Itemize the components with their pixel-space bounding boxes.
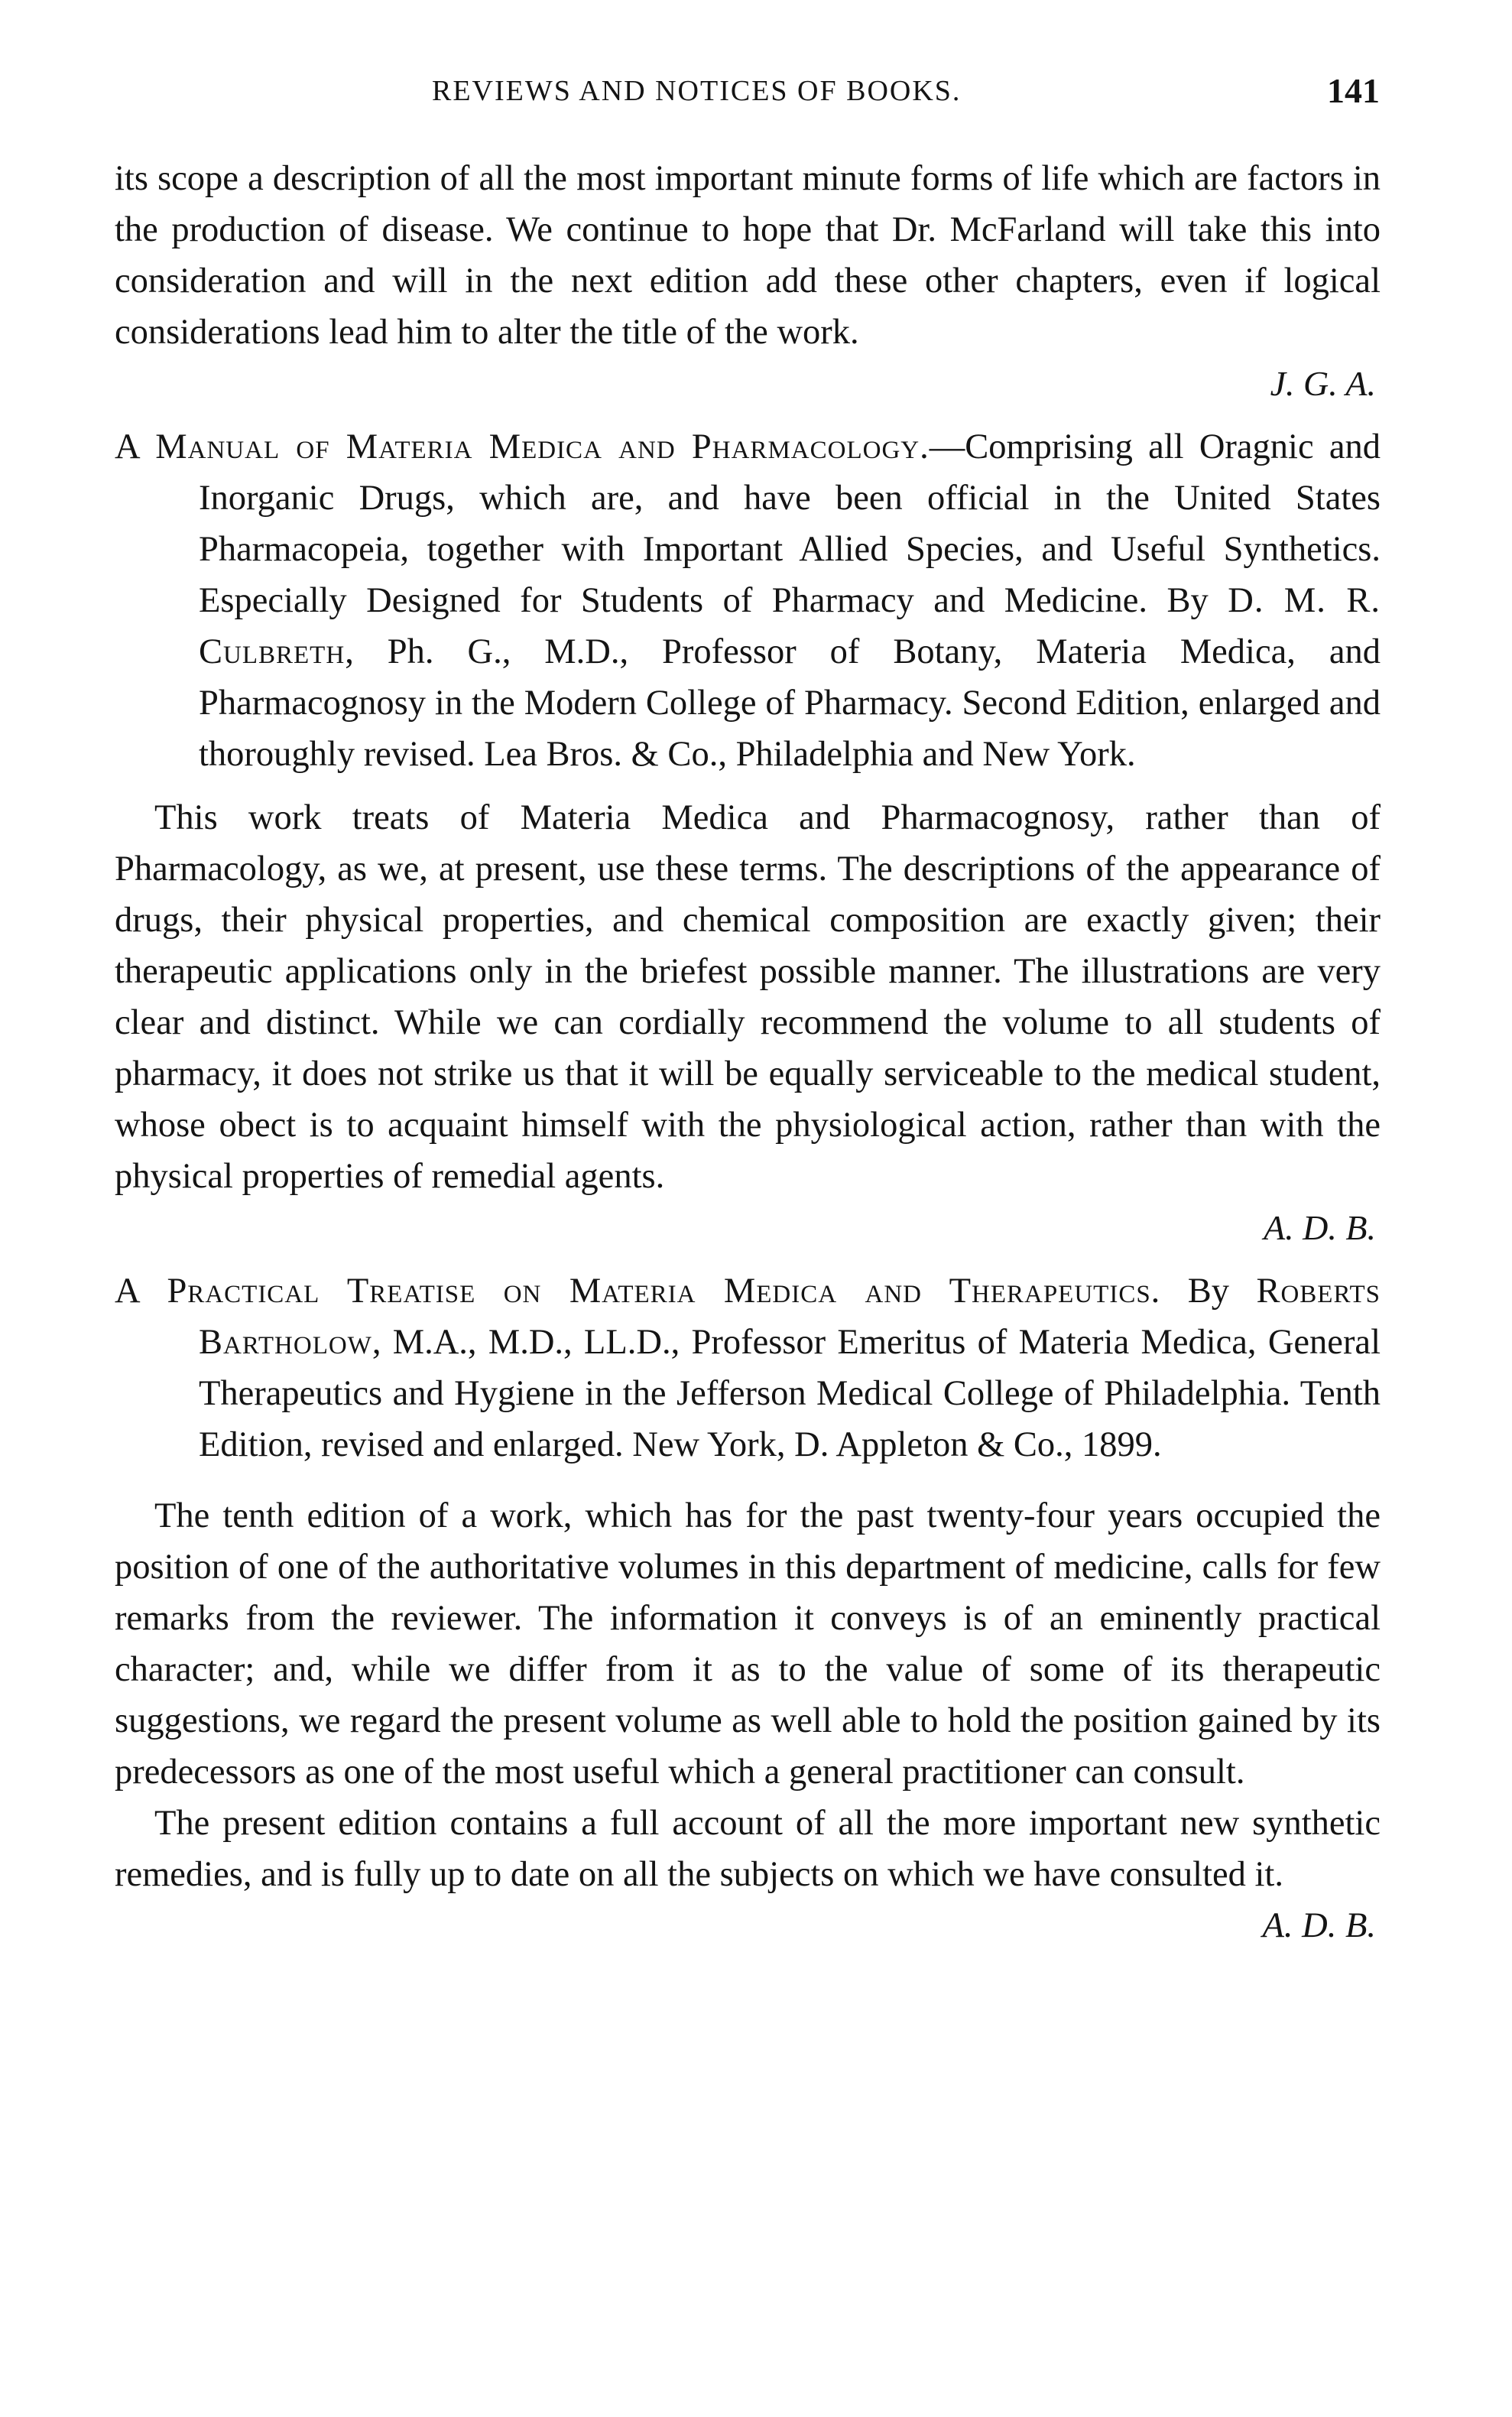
review-2-author-details: , Ph. G., M.D., Professor of Botany, Materia Medica, and Pharmacognosy in the Modern College of Pharmacy. Second Edition, enlarged and thoroughly revised. Lea Bros. & Co., Philadelphia and New York. — [199, 632, 1381, 774]
review-3-signature: A. D. B. — [1262, 1906, 1376, 1945]
review-2-text: This work treats of Materia Medica and Pharmacognosy, rather than of Pharmacology, as we, at present, use these terms. The descriptions of the appearance of drugs, their physical properties, and chemical composition are exactly given; their therapeutic applications only in the briefest possible manner. The illustrations are very clear and distinct. While we can cordially recommend the volume to all students of pharmacy, it does not strike us that it will be equally serviceable to the medical student, whose obect is to acquaint himself with the physiological action, rather than with the physical properties of remedial agents. — [115, 798, 1381, 1196]
review-2-book-title: A Manual of Materia Medica and Pharmacology. — [115, 427, 930, 466]
review-2-description: —Comprising all Oragnic and Inorganic Drugs, which are, and have been official in the United States Pharmacopeia, together with Important Allied Species, and Useful Synthetics. Especially Designed for Students of Pharmacy and Medicine. By — [199, 427, 1381, 620]
review-3-text-2 — [115, 1798, 1381, 1945]
review-2-signature: A. D. B. — [1264, 1208, 1376, 1247]
review-3-book-title: A Practical Treatise on Materia Medica and Therapeutics. — [115, 1272, 1161, 1311]
review-1-signature: J. G. A. — [1270, 364, 1376, 403]
review-3-text-2-body: The present edition contains a full account of all the more important new synthetic remedies, and is fully up to date on all the subjects on which we have consulted it. — [115, 1804, 1381, 1894]
review-3-book-entry — [115, 1265, 1381, 1470]
review-3-text-1: The tenth edition of a work, which has for the past twenty-four years occupied the position of one of the authoritative volumes in this department of medicine, calls for few remarks from the reviewer. The information it conveys is of an eminently practical character; and, while we differ from it as to the value of some of its therapeutic suggestions, we regard the present volume as well able to hold the position gained by its predecessors as one of the most useful which a general practitioner can consult. — [115, 1496, 1381, 1792]
review-3-by: By — [1160, 1272, 1230, 1311]
page-number: 141 — [1327, 71, 1380, 110]
review-1-text: its scope a description of all the most important minute forms of life which are factors in the production of disease. We continue to hope that Dr. McFarland will take this into consideration and will in the next edition add these other chapters, even if logical considerations lead him to alter the title of the work. — [115, 159, 1381, 352]
running-header — [432, 64, 1380, 118]
page-body — [115, 153, 1381, 1951]
running-title: REVIEWS AND NOTICES OF BOOKS. — [432, 75, 962, 107]
review-3-author: Roberts Bartholow — [199, 1272, 1381, 1362]
review-3-author-details: , M.A., M.D., LL.D., Professor Emeritus of Materia Medica, General Therapeutics and Hygiene in the Jefferson Medical College of Philadelphia. Tenth Edition, revised and enlarged. New York, D. Appleton & Co., 1899. — [199, 1323, 1381, 1464]
review-2-author: D. M. R. Culbreth — [199, 581, 1381, 671]
review-2-book-entry — [115, 421, 1381, 780]
